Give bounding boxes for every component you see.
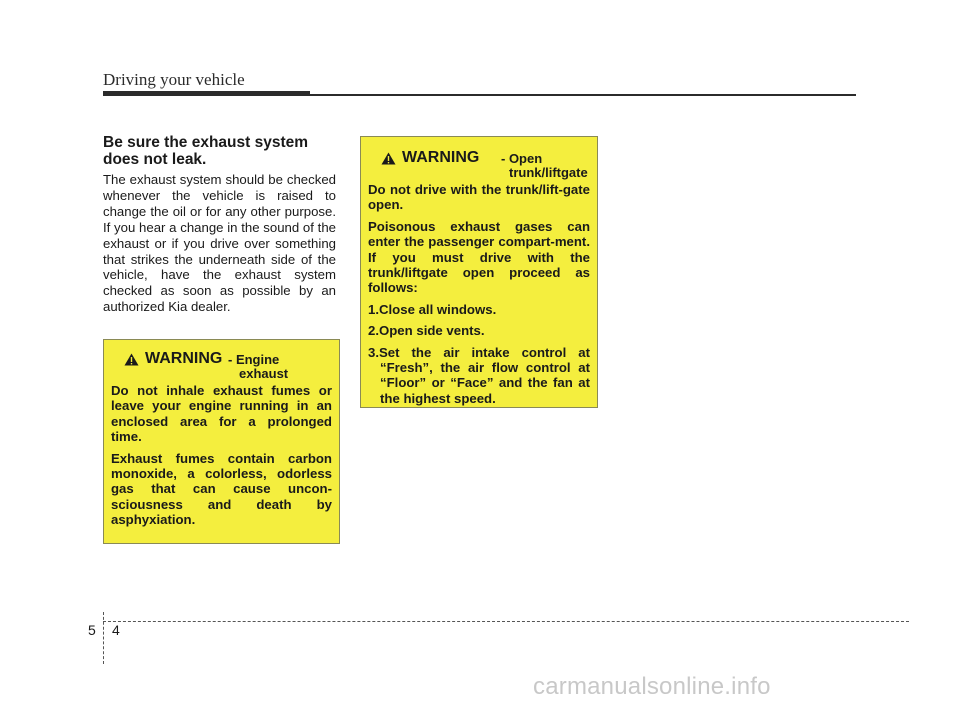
warning-subtitle-line2: exhaust: [239, 366, 289, 381]
warning-paragraph: Exhaust fumes contain carbon monoxide, a colorless, odorless gas that can cause uncon-sciousness and death by asphyxiation.: [111, 450, 332, 528]
chapter-number: 5: [88, 622, 96, 638]
warning-triangle-icon: [124, 353, 139, 366]
warning-engine-exhaust-box: [103, 339, 340, 544]
warning-subtitle-line1: - Engine: [228, 352, 280, 367]
footer-divider: [103, 612, 104, 664]
warning-header: [368, 146, 590, 182]
warning-step: 2.Open side vents.: [368, 323, 485, 339]
header-bar: [103, 91, 310, 96]
warning-step: 3.Set the air intake control at “Fresh”, the air flow control at “Floor” or “Face” and the fan at the highest speed.: [368, 344, 590, 406]
page-header-title: Driving your vehicle: [103, 70, 245, 89]
warning-open-trunk-box: [360, 136, 598, 408]
warning-triangle-icon: [381, 152, 396, 165]
page-number: 4: [112, 622, 120, 638]
warning-header: [111, 347, 332, 383]
warning-label: WARNING: [402, 149, 480, 166]
warning-paragraph: Do not inhale exhaust fumes or leave your engine running in an enclosed area for a prolonged time.: [111, 383, 332, 445]
watermark: carmanualsonline.info: [533, 673, 771, 700]
warning-subtitle-line2: trunk/liftgate: [509, 165, 588, 180]
warning-paragraph: Do not drive with the trunk/lift-gate open.: [368, 182, 590, 213]
warning-paragraph: Poisonous exhaust gases can enter the passenger compart-ment. If you must drive with the trunk/liftgate open proceed as follows:: [368, 218, 590, 296]
warning-label: WARNING: [145, 350, 223, 367]
header-rule: [310, 94, 856, 96]
warning-subtitle-line1: - Open: [501, 151, 543, 166]
footer-rule: [103, 621, 909, 622]
section-body: The exhaust system should be checked whenever the vehicle is raised to change the oil or for any other purpose. If you hear a change in the sound of the exhaust or if you drive over something that strikes the underneath side of the vehicle, have the exhaust system checked as soon as possible by an authorized Kia dealer.: [103, 172, 336, 315]
warning-step: 1.Close all windows.: [368, 301, 497, 317]
section-title: Be sure the exhaust system does not leak.: [103, 134, 309, 168]
